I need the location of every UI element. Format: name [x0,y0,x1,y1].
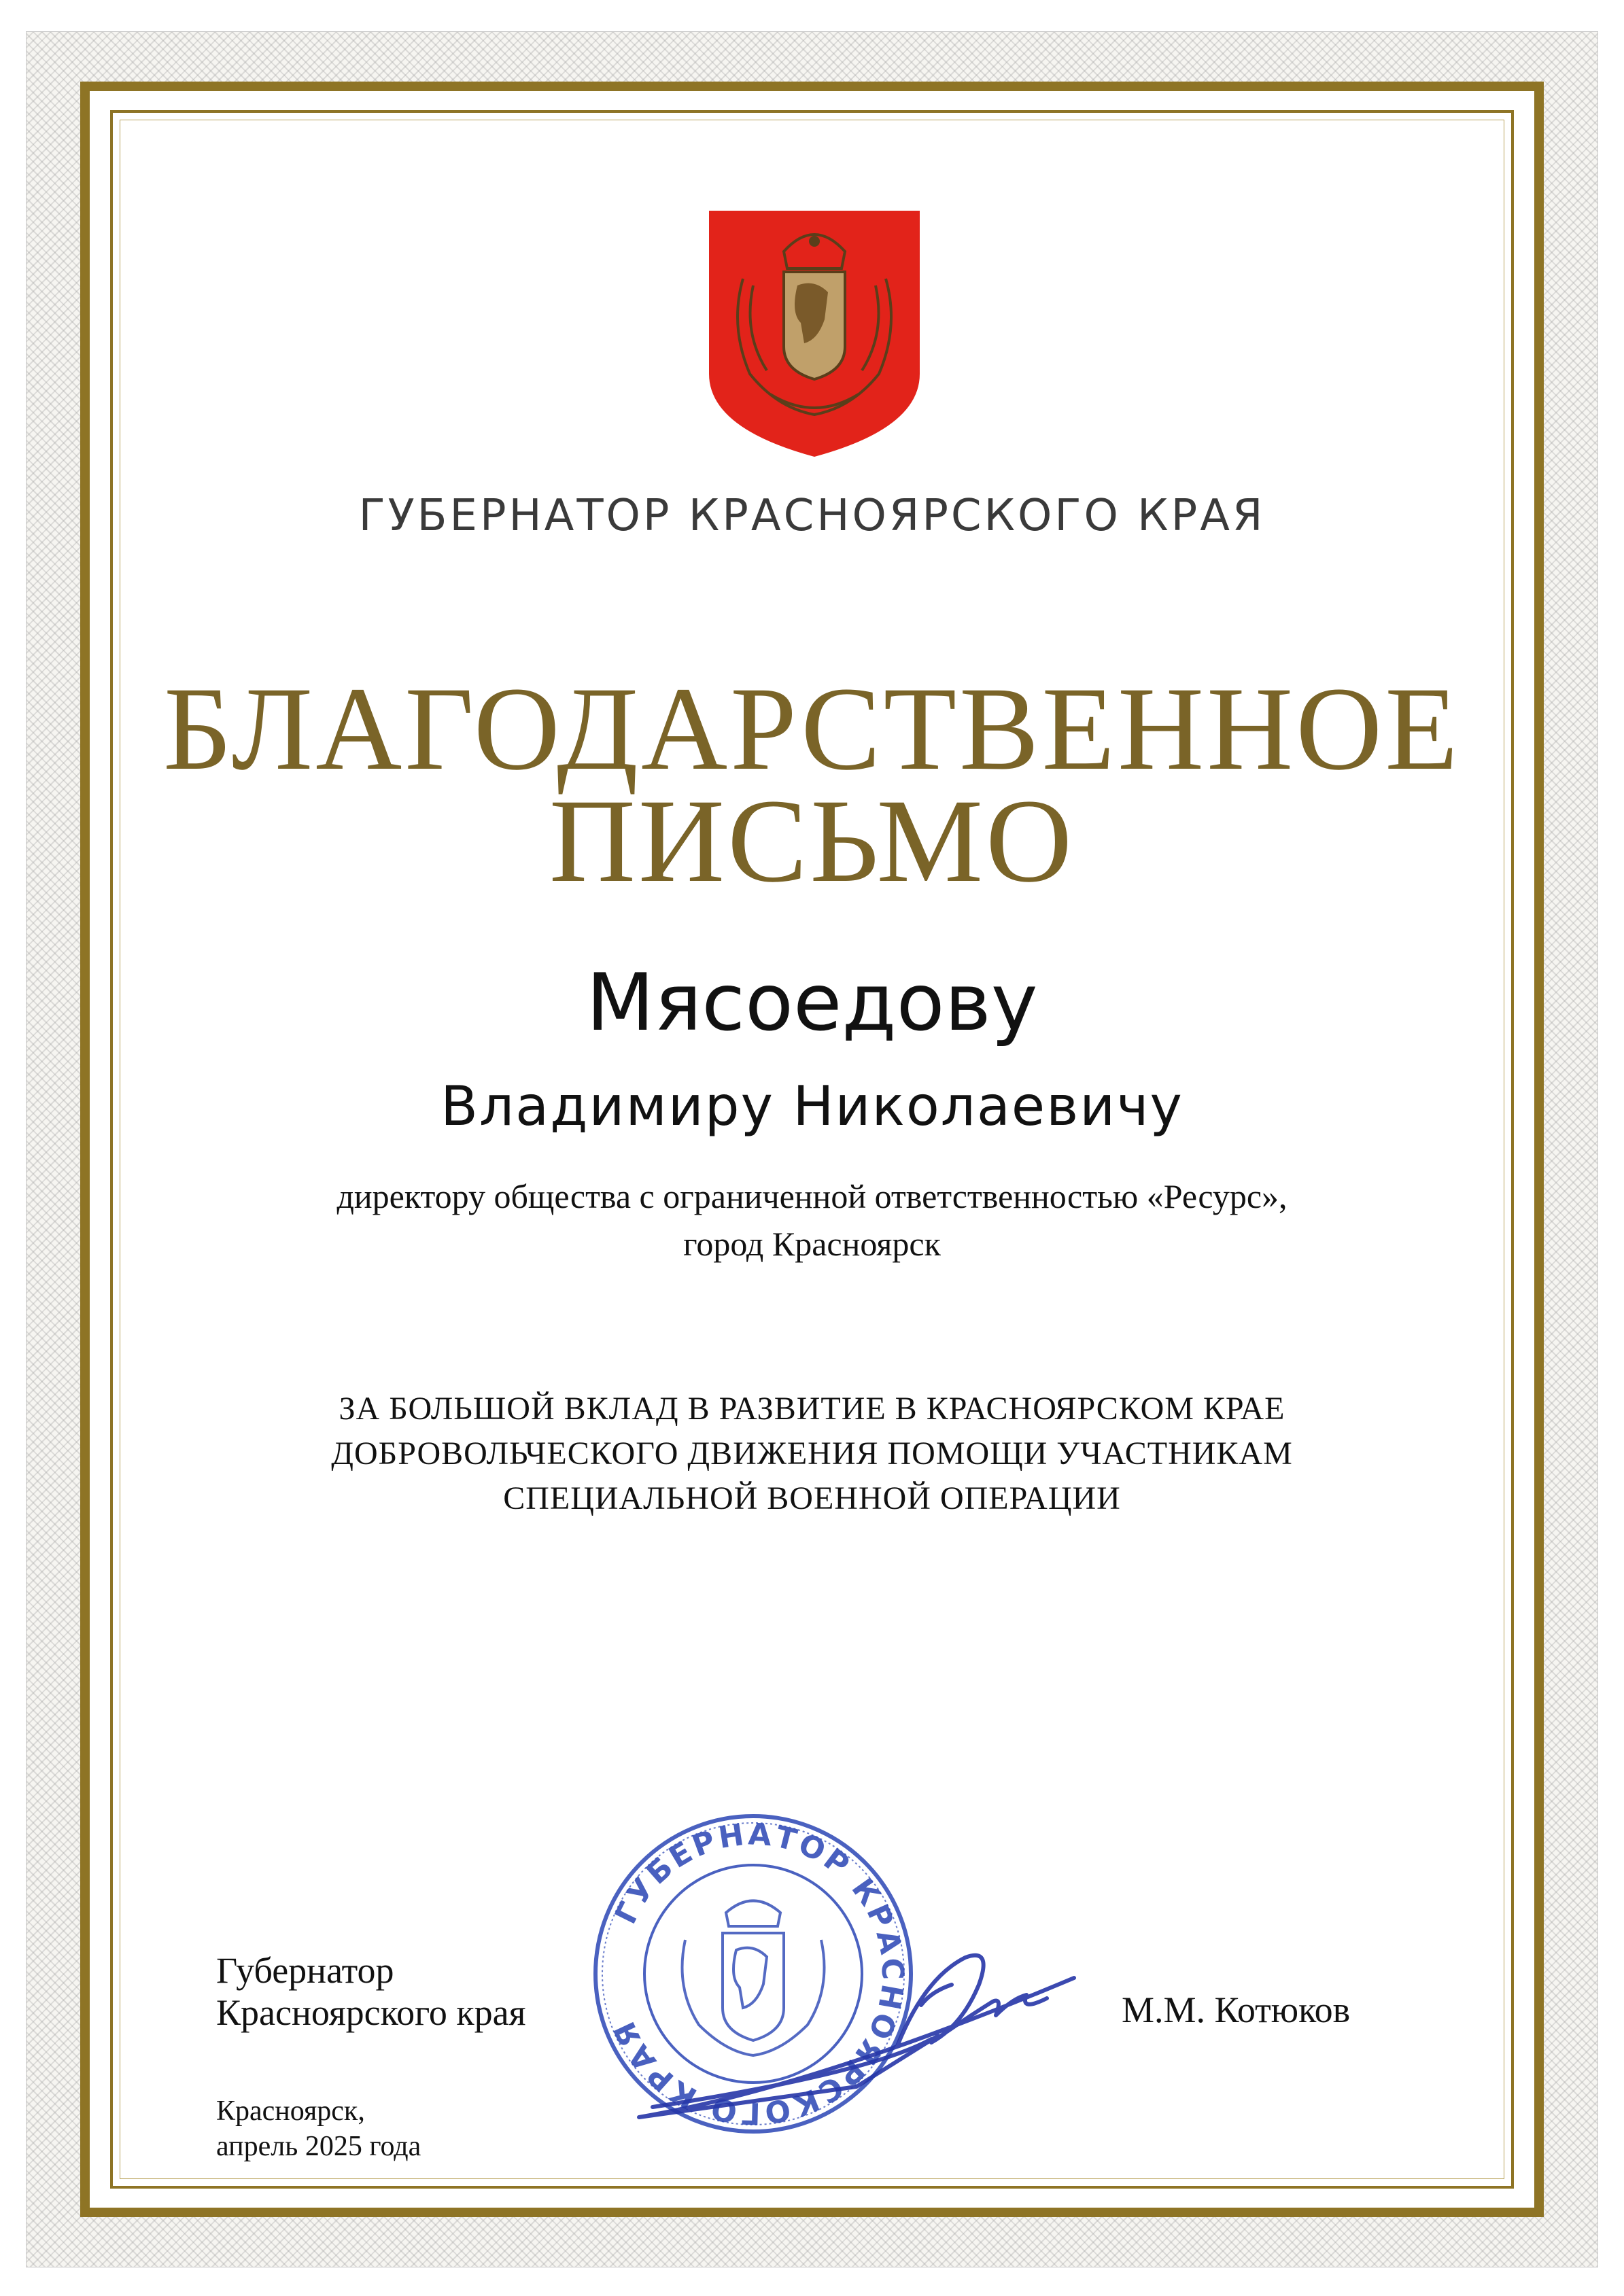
recipient-position-line2: город Красноярск [683,1225,941,1263]
recipient-surname: Мясоедову [586,957,1038,1049]
recipient-given-names: Владимиру Николаевичу [440,1075,1184,1138]
signatory-role-line2: Красноярского края [216,1992,526,2033]
recipient-position [120,1172,1504,1268]
handwritten-signature-icon [612,1883,1088,2141]
issue-date: апрель 2025 года [216,2131,421,2162]
signatory-name: М.М. Котюков [1122,1989,1351,2030]
coat-of-arms-icon [702,204,927,462]
award-reason-line2: ДОБРОВОЛЬЧЕСКОГО ДВИЖЕНИЯ ПОМОЩИ УЧАСТНИКАМ [331,1436,1293,1472]
seal-text: ГУБЕРНАТОР КРАСНОЯРСКОГО КРАЯ [606,1817,910,2131]
award-reason-line3: СПЕЦИАЛЬНОЙ ВОЕННОЙ ОПЕРАЦИИ [503,1480,1121,1516]
place-city: Красноярск, [216,2095,365,2127]
document-title-line2: ПИСЬМО [549,775,1075,907]
place-and-date [216,2093,421,2164]
signatory-role-line1: Губернатор [216,1950,394,1991]
recipient-position-line1: директору общества с ограниченной ответственностью «Ресурс», [336,1177,1288,1215]
document-title-line1: БЛАГОДАРСТВЕННОЕ [163,663,1461,795]
signatory-role [216,1949,525,2034]
award-reason [120,1387,1504,1521]
award-reason-line1: ЗА БОЛЬШОЙ ВКЛАД В РАЗВИТИЕ В КРАСНОЯРСКОМ КРАЕ [339,1391,1285,1427]
issuer-heading: ГУБЕРНАТОР КРАСНОЯРСКОГО КРАЯ [358,491,1266,541]
